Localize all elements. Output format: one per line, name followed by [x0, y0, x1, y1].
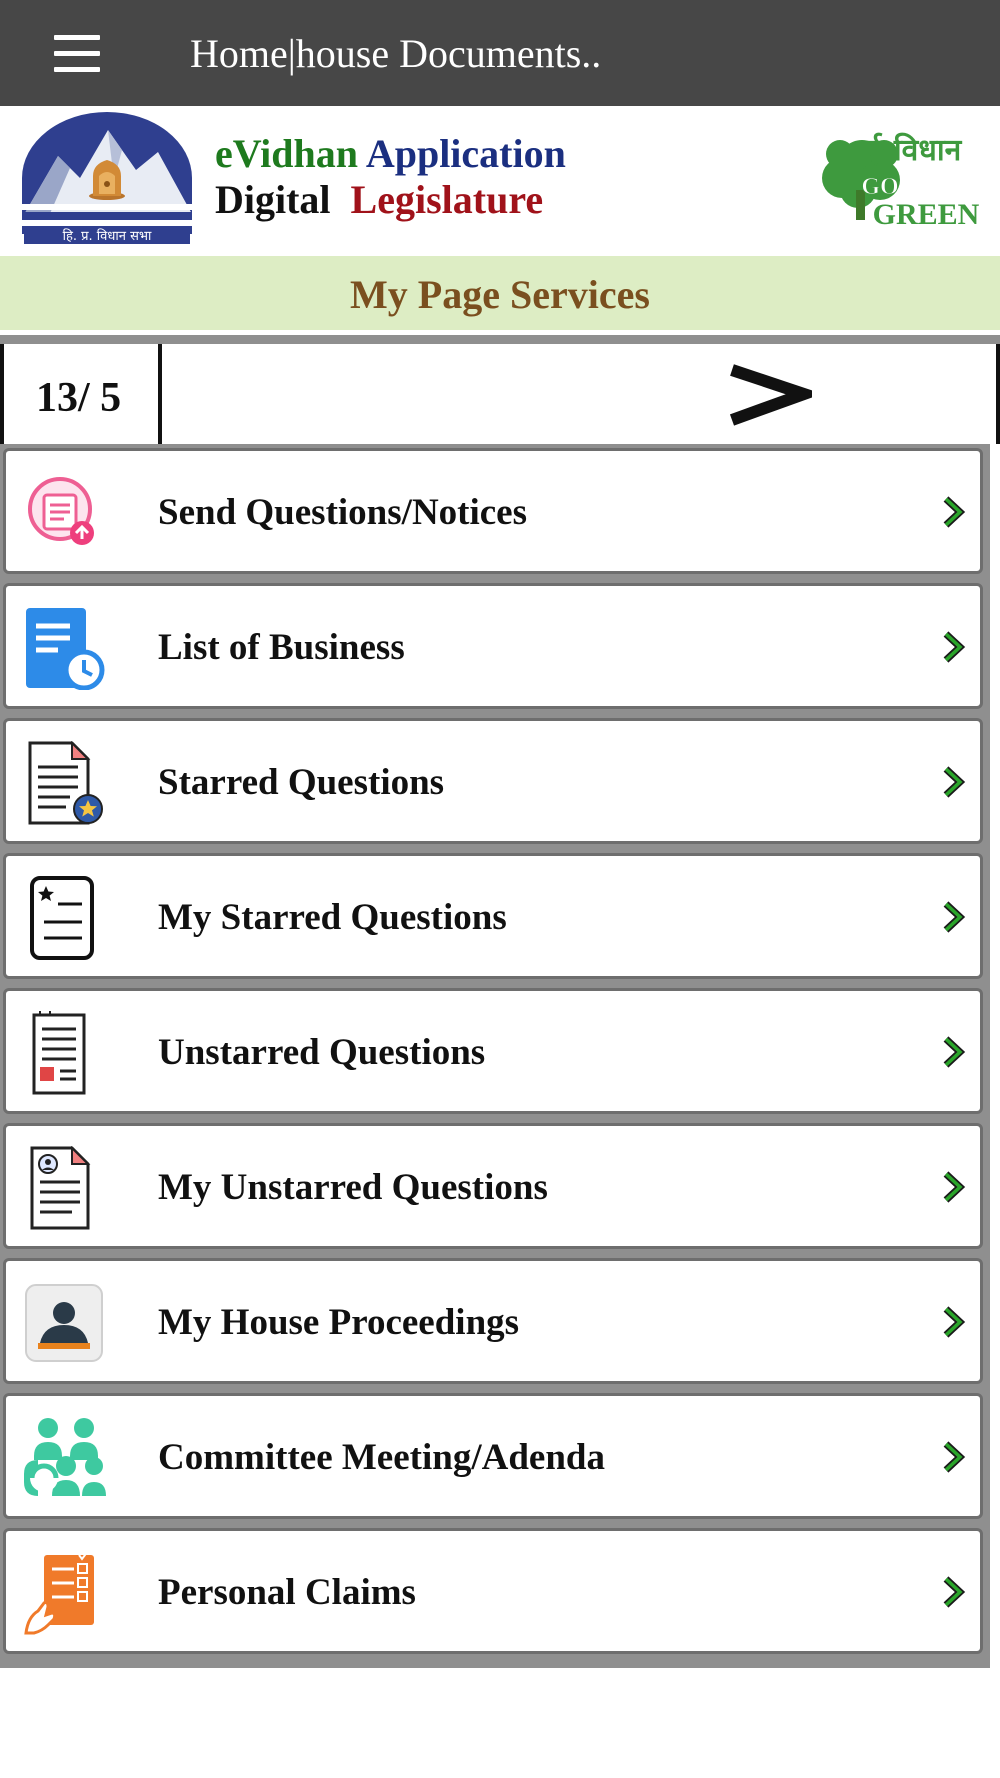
app-bar-title: Home|house Documents..: [190, 31, 602, 76]
pager-border-right: [996, 344, 1000, 444]
unstarred-questions-icon: [22, 1011, 106, 1095]
list-item-unstarred-questions[interactable]: [3, 988, 983, 1114]
list-item-my-unstarred-questions[interactable]: [3, 1123, 983, 1249]
pager-border-left: [0, 344, 4, 444]
chevron-right-icon: [942, 1035, 966, 1069]
next-page-icon[interactable]: [728, 360, 812, 430]
services-list: [0, 444, 990, 1668]
list-item-my-starred-questions[interactable]: [3, 853, 983, 979]
chevron-right-icon: [942, 1440, 966, 1474]
brand-header: [0, 106, 1000, 256]
section-banner: [0, 256, 1000, 330]
list-item-starred-questions[interactable]: [3, 718, 983, 844]
pager-divider: [158, 344, 162, 444]
app-bar: [0, 0, 1000, 106]
house-proceedings-icon: [22, 1281, 106, 1365]
svg-text:GO: GO: [861, 174, 899, 200]
list-item-label: Send Questions/Notices: [158, 492, 528, 533]
list-item-committee-meeting[interactable]: [3, 1393, 983, 1519]
chevron-right-icon: [942, 900, 966, 934]
chevron-right-icon: [942, 630, 966, 664]
my-unstarred-questions-icon: [22, 1146, 106, 1230]
list-item-label: List of Business: [158, 627, 405, 668]
svg-text:ई-विधान: ई-विधान: [866, 133, 962, 168]
svg-text:हि. प्र. विधान सभा: हि. प्र. विधान सभा: [62, 229, 152, 244]
committee-meeting-icon: [22, 1416, 106, 1500]
list-item-label: Starred Questions: [158, 762, 445, 803]
list-item-label: Committee Meeting/Adenda: [158, 1437, 605, 1478]
list-item-label: My Starred Questions: [158, 897, 507, 938]
vidhan-sabha-emblem-icon: [18, 108, 196, 246]
menu-icon[interactable]: [46, 32, 108, 74]
pager-count: 13/ 5: [36, 375, 122, 421]
send-questions-icon: [22, 471, 106, 555]
list-item-label: My Unstarred Questions: [158, 1167, 548, 1208]
chevron-right-icon: [942, 765, 966, 799]
list-item-list-of-business[interactable]: [3, 583, 983, 709]
chevron-right-icon: [942, 1170, 966, 1204]
list-item-personal-claims[interactable]: [3, 1528, 983, 1654]
list-item-label: Personal Claims: [158, 1572, 416, 1613]
list-item-house-proceedings[interactable]: [3, 1258, 983, 1384]
chevron-right-icon: [942, 1575, 966, 1609]
divider: [0, 330, 1000, 344]
brand-title-line1: [215, 130, 566, 177]
brand-title-line2: [215, 176, 543, 223]
personal-claims-icon: [22, 1551, 106, 1635]
list-item-label: My House Proceedings: [158, 1302, 520, 1343]
digital-text: Digital: [215, 177, 331, 222]
section-title: My Page Services: [350, 272, 650, 317]
starred-questions-icon: [22, 741, 106, 825]
go-green-logo-icon: [810, 120, 990, 232]
application-text: Application: [365, 131, 566, 176]
svg-text:GREEN: GREEN: [872, 198, 980, 231]
chevron-right-icon: [942, 1305, 966, 1339]
list-of-business-icon: [22, 606, 106, 690]
pager-bar: [0, 344, 1000, 444]
evidhan-text: eVidhan: [215, 131, 359, 176]
legislature-text: Legislature: [350, 177, 544, 222]
chevron-right-icon: [942, 495, 966, 529]
list-item-label: Unstarred Questions: [158, 1032, 486, 1073]
list-item-send-questions[interactable]: [3, 448, 983, 574]
my-starred-questions-icon: [22, 876, 106, 960]
